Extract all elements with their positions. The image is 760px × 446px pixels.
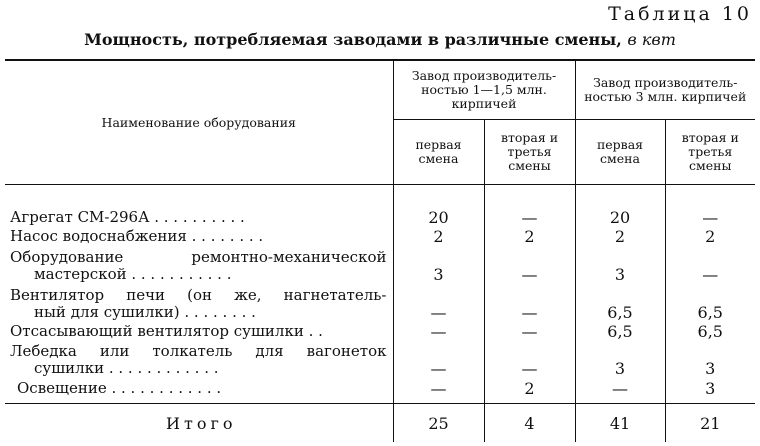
header-shift23-plant3: вторая и третья смены (665, 120, 755, 185)
table-row (5, 321, 755, 340)
row-name-line1: Оборудование ремонтно-механической (10, 247, 387, 266)
row-name-line2: ный для сушилки) . . . . . . . . (34, 302, 256, 321)
row-name (5, 245, 393, 283)
table-row (5, 226, 755, 245)
cell: — (484, 321, 575, 340)
power-table (5, 59, 755, 442)
table-row (5, 185, 755, 227)
title-unit: в квт (627, 30, 676, 49)
cell: 20 (575, 185, 665, 227)
row-name-line1: Лебедка или толкатель для вагонеток (10, 342, 387, 361)
cell: — (393, 283, 484, 321)
cell: 2 (575, 226, 665, 245)
table-row (5, 245, 755, 283)
title-text: Мощность, потребляемая заводами в различные смены, (84, 30, 622, 49)
row-name: Освещение . . . . . . . . . . . . (17, 379, 222, 397)
cell: 20 (393, 185, 484, 227)
row-name (5, 283, 393, 321)
cell: 3 (575, 245, 665, 283)
cell: 3 (665, 340, 755, 378)
total-label: Итого (5, 404, 393, 443)
row-name-line1: Вентилятор печи (он же, нагнетатель- (10, 285, 387, 304)
cell: — (393, 340, 484, 378)
header-shift1-plant3: первая смена (575, 120, 665, 185)
header-shift23-plant1: вторая и третья смены (484, 120, 575, 185)
total-cell: 21 (665, 404, 755, 443)
header-plant-3: Завод производитель-ностью 3 млн. кирпичей (575, 60, 755, 120)
cell: 6,5 (665, 321, 755, 340)
cell: 3 (393, 245, 484, 283)
cell: 6,5 (575, 321, 665, 340)
cell: 6,5 (575, 283, 665, 321)
header-plant-1: Завод производитель-ностью 1—1,5 млн. кирпичей (393, 60, 575, 120)
cell: 2 (484, 377, 575, 403)
row-name: Агрегат СМ-296А . . . . . . . . . . (10, 208, 245, 227)
cell: 2 (393, 226, 484, 245)
cell: — (484, 245, 575, 283)
total-cell: 25 (393, 404, 484, 443)
cell: 2 (484, 226, 575, 245)
cell: 6,5 (665, 283, 755, 321)
table-row (5, 377, 755, 403)
table-number: Таблица 10 (608, 3, 752, 25)
cell: — (484, 185, 575, 227)
row-name (5, 340, 393, 378)
cell: — (665, 185, 755, 227)
table-row (5, 283, 755, 321)
cell: 3 (575, 340, 665, 378)
row-name-line2: мастерской . . . . . . . . . . . (34, 264, 232, 283)
header-shift1-plant1: первая смена (393, 120, 484, 185)
table-title (0, 30, 760, 49)
header-equipment: Наименование оборудования (5, 60, 393, 185)
cell: 3 (665, 377, 755, 403)
row-name: Насос водоснабжения . . . . . . . . (10, 227, 264, 246)
cell: — (484, 340, 575, 378)
total-row (5, 404, 755, 443)
row-name: Отсасывающий вентилятор сушилки . . (10, 321, 323, 340)
cell: 2 (665, 226, 755, 245)
cell: — (575, 377, 665, 403)
cell: — (665, 245, 755, 283)
total-cell: 4 (484, 404, 575, 443)
cell: — (393, 377, 484, 403)
cell: — (484, 283, 575, 321)
table-row (5, 340, 755, 378)
total-cell: 41 (575, 404, 665, 443)
cell: — (393, 321, 484, 340)
row-name-line2: сушилки . . . . . . . . . . . . (34, 359, 219, 378)
